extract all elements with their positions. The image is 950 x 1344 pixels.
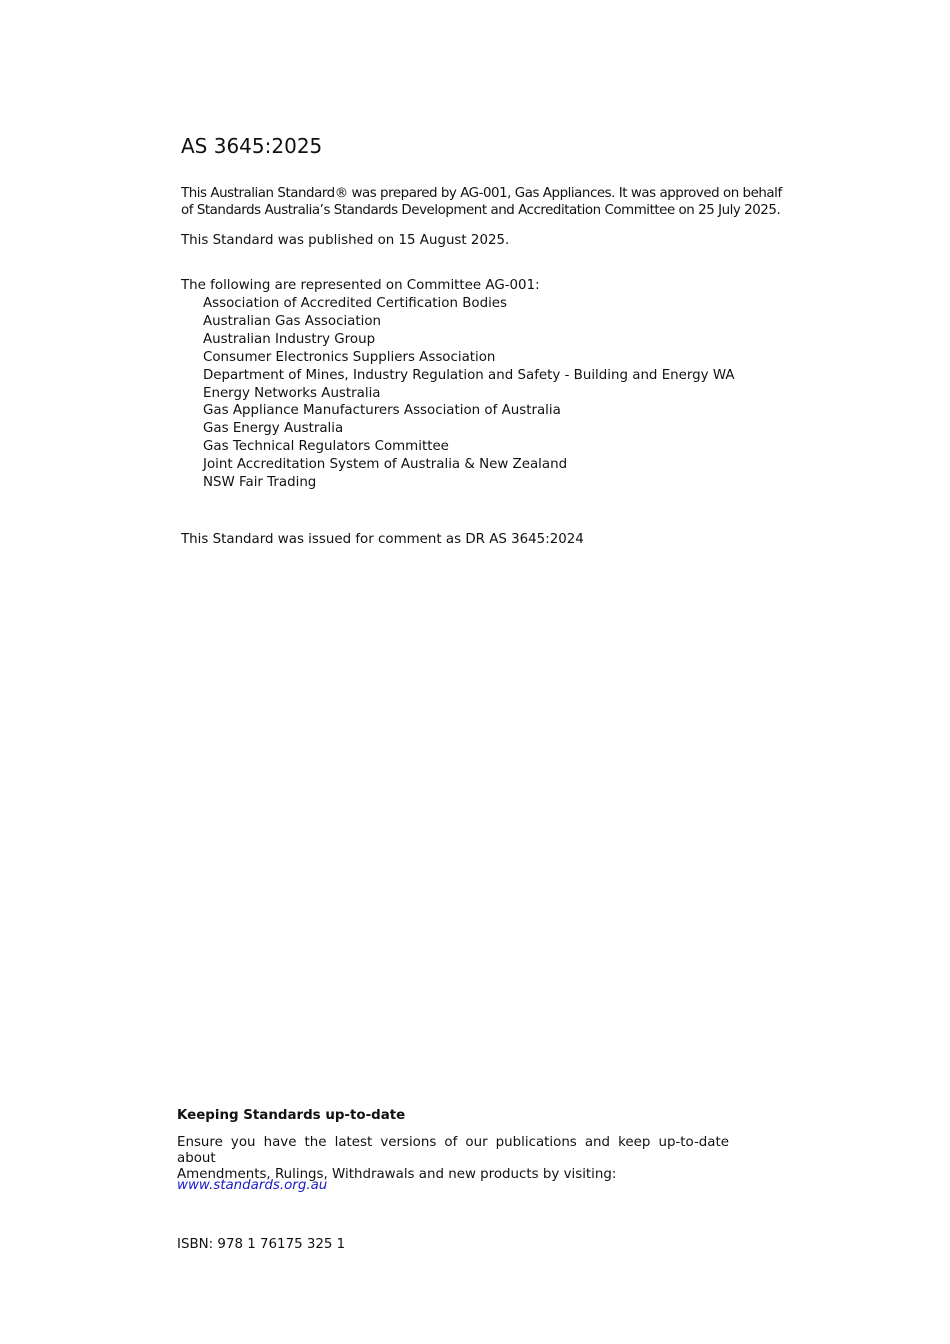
up-to-date-body-line-1: Ensure you have the latest versions of our publications and keep up-to-date about [177, 1135, 729, 1166]
approval-statement [181, 186, 781, 219]
committee-member: Department of Mines, Industry Regulation and Safety - Building and Energy WA [203, 367, 735, 383]
committee-member: Consumer Electronics Suppliers Association [203, 349, 496, 365]
committee-section [181, 277, 735, 492]
up-to-date-heading: Keeping Standards up-to-date [177, 1108, 406, 1123]
committee-member: Australian Industry Group [203, 331, 376, 347]
committee-member: Gas Appliance Manufacturers Association of Australia [203, 403, 561, 419]
up-to-date-body [177, 1135, 729, 1183]
committee-member: Energy Networks Australia [203, 385, 381, 401]
committee-member: Gas Technical Regulators Committee [203, 439, 449, 455]
committee-member: Australian Gas Association [203, 313, 382, 329]
committee-member: Joint Accreditation System of Australia & New Zealand [203, 457, 568, 473]
approval-line-2: of Standards Australia’s Standards Development and Accreditation Committee on 25 July 2025. [181, 202, 781, 218]
committee-member-list [181, 295, 735, 492]
committee-member: Gas Energy Australia [203, 421, 344, 437]
isbn-number: ISBN: 978 1 76175 325 1 [177, 1237, 346, 1252]
committee-heading: The following are represented on Committee AG-001: [181, 278, 540, 293]
standard-title: AS 3645:2025 [181, 134, 323, 158]
committee-member: NSW Fair Trading [203, 475, 317, 491]
approval-line-1: This Australian Standard® was prepared by AG-001, Gas Appliances. It was approved on behalf [181, 186, 782, 201]
up-to-date-body-line-2: Amendments, Rulings, Withdrawals and new products by visiting: [177, 1167, 617, 1182]
standards-website-link[interactable]: www.standards.org.au [177, 1178, 328, 1193]
issued-for-comment-statement: This Standard was issued for comment as DR AS 3645:2024 [181, 532, 584, 547]
committee-member: Association of Accredited Certification Bodies [203, 296, 508, 311]
publication-date-statement: This Standard was published on 15 August 2025. [181, 233, 510, 248]
